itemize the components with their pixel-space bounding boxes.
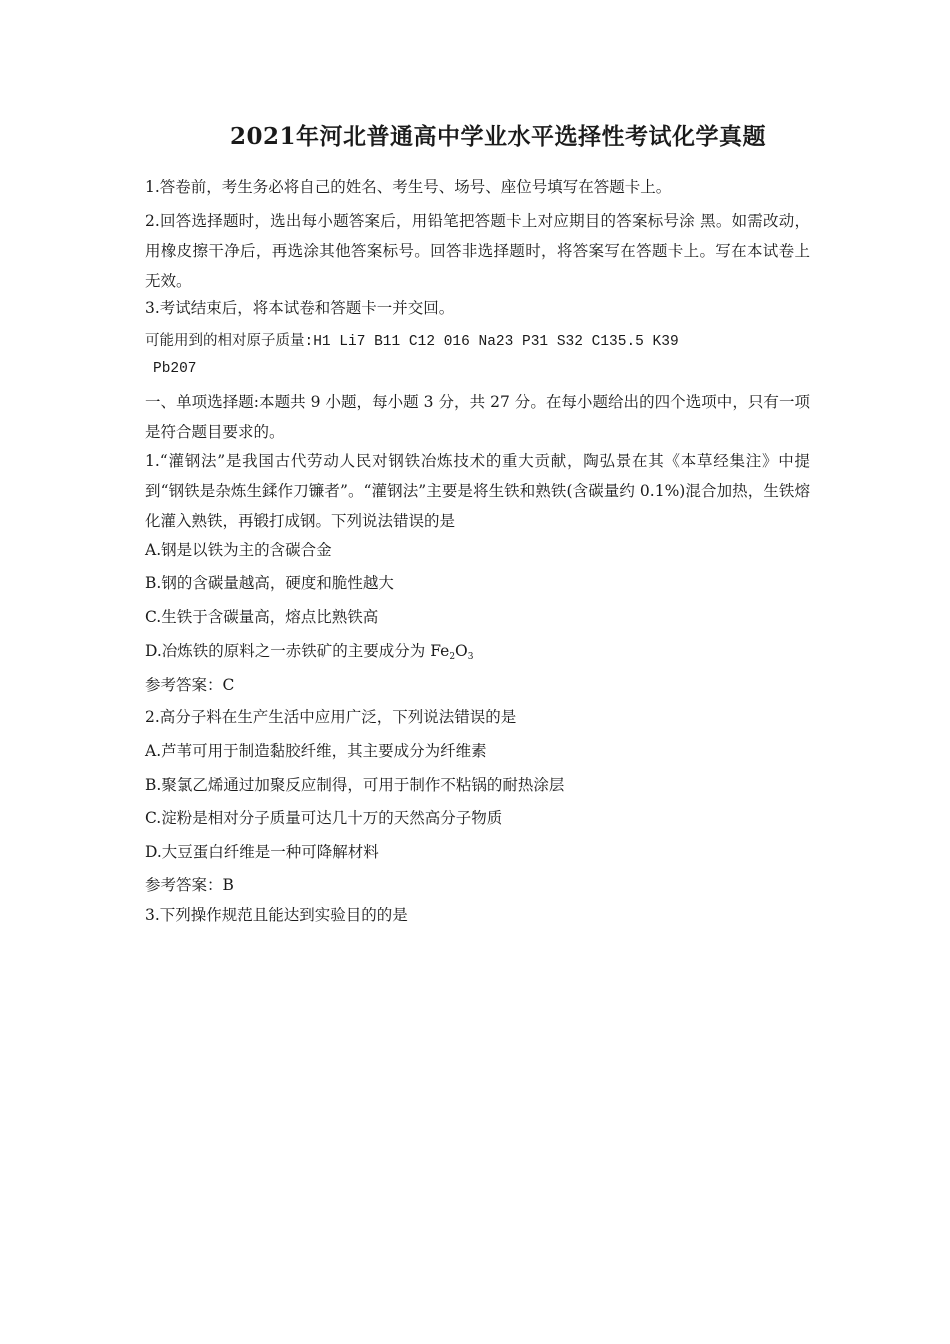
question-2-option-c: C.淀粉是相对分子质量可达几十万的天然高分子物质: [145, 809, 503, 827]
question-1-option-d: [145, 636, 810, 672]
subscript-2: 2: [449, 652, 456, 662]
question-1-stem: 1.“灌钢法”是我国古代劳动人民对钢铁冶炼技术的重大贡献，陶弘景在其《本草经集注》中提到“钢铁是杂炼生鍒作刀镰者”。“灌钢法”主要是将生铁和熟铁(含碳量约 0.1%)混合加热，生铁熔化灌入熟铁，再锻打成钢。下列说法错误的是: [145, 452, 810, 530]
question-2-option-a: A.芦苇可用于制造黏胶纤维，其主要成分为纤维素: [145, 742, 487, 760]
instruction-2: 2.回答选择题时，选出每小题答案后，用铅笔把答题卡上对应期目的答案标号涂 黑。如需改动，用橡皮擦干净后，再选涂其他答案标号。回答非选择题时，将答案写在答题卡上。写在本试卷上无效。: [145, 212, 810, 290]
question-1-option-c: C.生铁于含碳量高，熔点比熟铁高: [145, 608, 379, 626]
subscript-3: 3: [467, 652, 474, 662]
question-3-stem: 3.下列操作规范且能达到实验目的的是: [145, 906, 408, 924]
instruction-1: 1.答卷前，考生务必将自己的姓名、考生号、场号、座位号填写在答题卡上。: [145, 178, 672, 196]
page-title: 2021年河北普通高中学业水平选择性考试化学真题: [230, 123, 767, 150]
oxygen-symbol: O: [455, 642, 468, 660]
question-2-answer: 参考答案：B: [145, 876, 234, 894]
question-2-stem: 2.高分子料在生产生活中应用广泛，下列说法错误的是: [145, 708, 517, 726]
option-d-text: D.冶炼铁的原料之一赤铁矿的主要成分为 Fe: [145, 642, 450, 660]
question-1-option-a: A.钢是以铁为主的含碳合金: [145, 541, 332, 559]
atomic-masses: 可能用到的相对原子质量:H1 Li7 B11 C12 016 Na23 P31 S32 C135.5 K39: [145, 334, 679, 350]
question-1-option-b: B.钢的含碳量越高，硬度和脆性越大: [145, 574, 394, 592]
question-1-answer: 参考答案：C: [145, 676, 235, 694]
instruction-3: 3.考试结束后，将本试卷和答题卡一并交回。: [145, 299, 455, 317]
section-header: 一、单项选择题:本题共 9 小题，每小题 3 分，共 27 分。在每小题给出的四个选项中，只有一项是符合题目要求的。: [145, 393, 810, 441]
question-2-option-d: D.大豆蛋白纤维是一种可降解材料: [145, 843, 379, 861]
question-2-option-b: B.聚氯乙烯通过加聚反应制得，可用于制作不粘锅的耐热涂层: [145, 776, 565, 794]
atomic-masses-continued: Pb207: [153, 361, 197, 377]
